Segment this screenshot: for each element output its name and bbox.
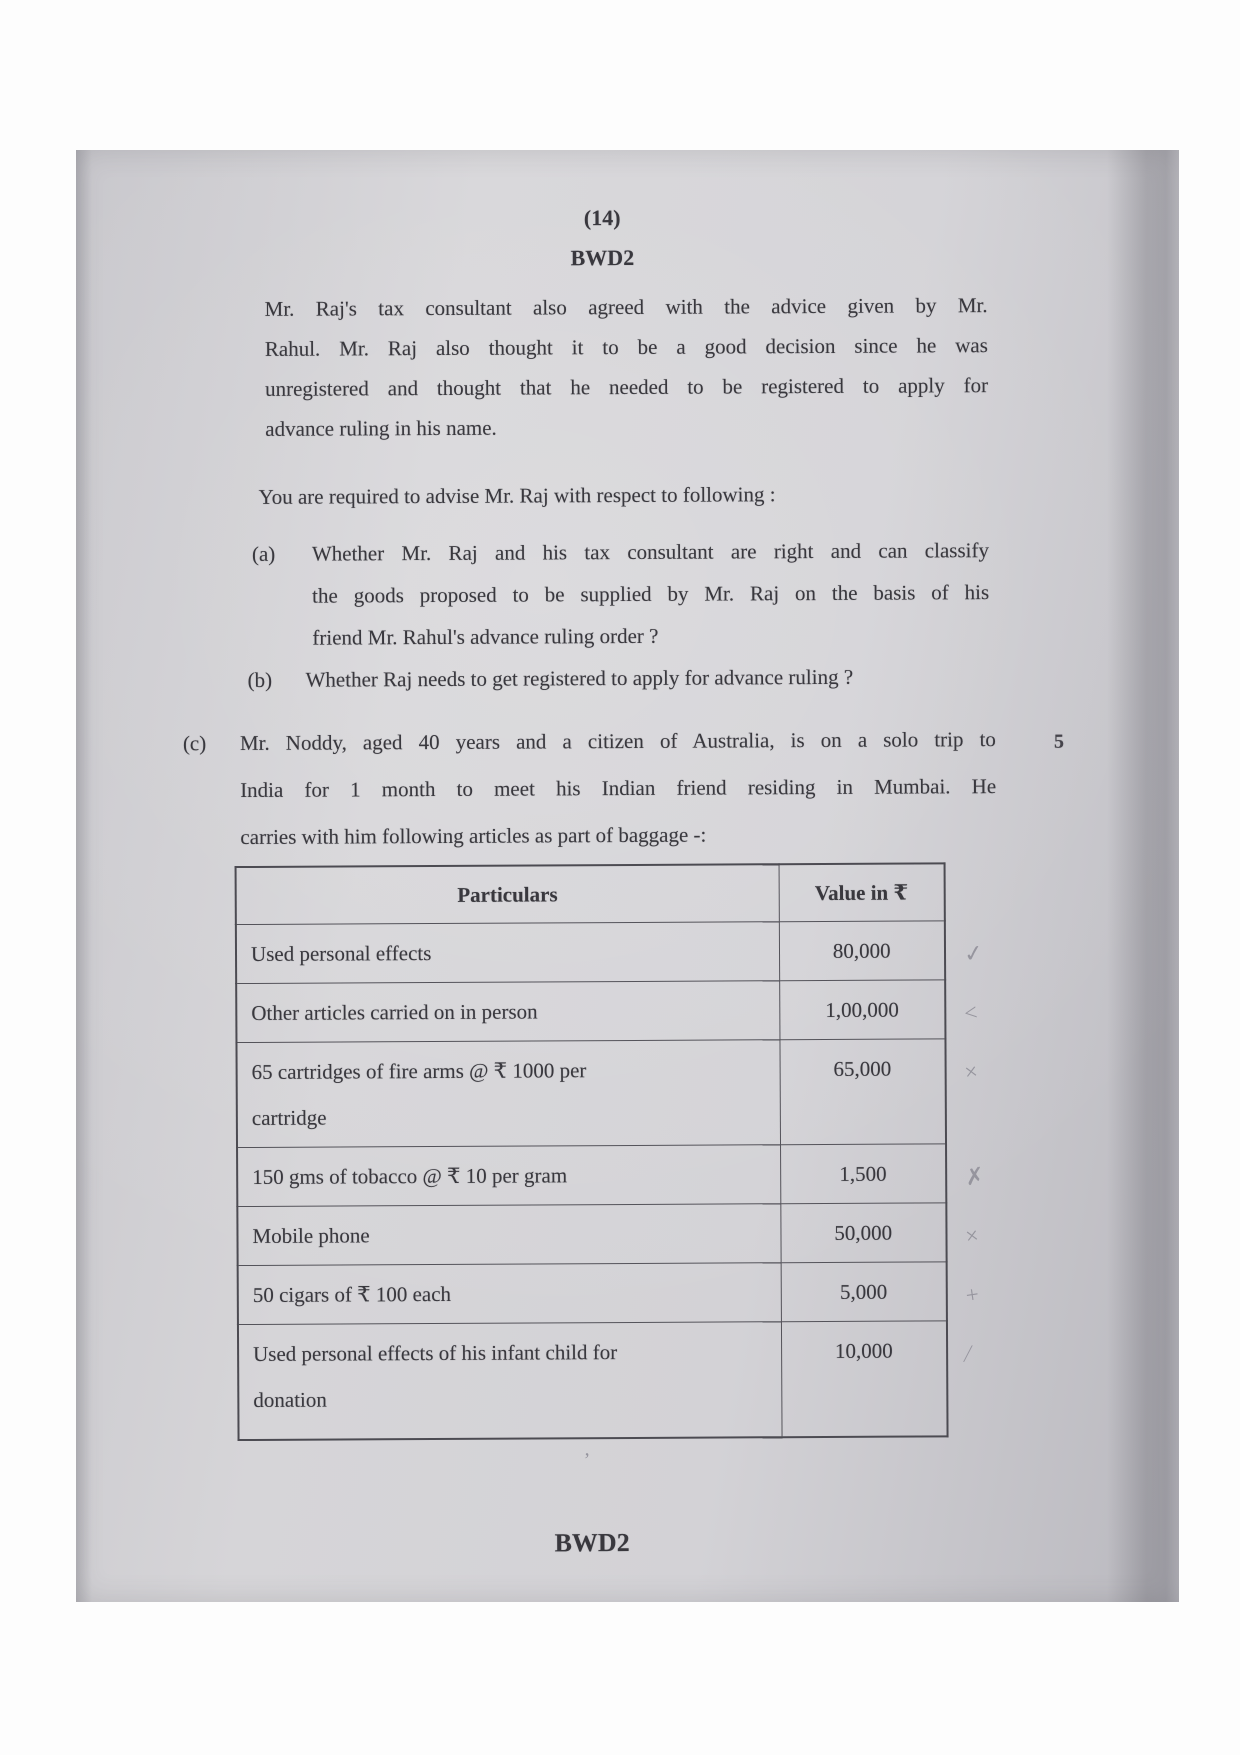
table-header-row bbox=[236, 863, 945, 924]
question-c-text bbox=[240, 716, 997, 861]
pencil-mark: ✗ bbox=[963, 1162, 987, 1191]
footer-code: BWD2 bbox=[554, 1527, 630, 1558]
question-b-line: Whether Raj needs to get registered to apply for advance ruling ? bbox=[305, 664, 854, 692]
question-a-line: the goods proposed to be supplied by Mr. Raj on the basis of his bbox=[312, 580, 990, 608]
table-header-value: Value in ₹ bbox=[779, 863, 945, 921]
value-text: 10,000 bbox=[834, 1338, 893, 1363]
value-text: 65,000 bbox=[833, 1056, 892, 1081]
value-cell bbox=[780, 1203, 981, 1263]
value-cell bbox=[781, 1262, 981, 1322]
intro-line: Rahul. Mr. Raj also thought it to be a good decision since he was bbox=[264, 333, 988, 361]
document-content bbox=[76, 150, 1179, 1602]
value-cell bbox=[781, 1321, 972, 1437]
page-number: (14) bbox=[583, 205, 621, 231]
question-c-line: Mr. Noddy, aged 40 years and a citizen of Australia, is on a solo trip to bbox=[239, 727, 996, 756]
intro-paragraph bbox=[265, 285, 989, 449]
question-c-line: India for 1 month to meet his Indian friend residing in Mumbai. He bbox=[240, 774, 997, 803]
particulars-cell: 150 gms of tobacco @ ₹ 10 per gram bbox=[237, 1145, 780, 1207]
question-a-line: friend Mr. Rahul's advance ruling order ? bbox=[312, 623, 659, 650]
pencil-mark: ✓ bbox=[962, 939, 985, 968]
particulars-cell: Mobile phone bbox=[237, 1204, 780, 1266]
baggage-table-wrap bbox=[235, 862, 987, 1441]
question-c-line: carries with him following articles as part of baggage -: bbox=[240, 822, 707, 850]
value-text: 1,00,000 bbox=[825, 997, 899, 1022]
question-b-text bbox=[305, 655, 1025, 701]
question-a bbox=[252, 529, 990, 659]
paper-photo bbox=[76, 150, 1179, 1602]
question-c bbox=[183, 716, 997, 861]
particulars-cell: Used personal effects bbox=[236, 922, 779, 984]
table-row bbox=[237, 1203, 946, 1266]
particulars-cell: Other articles carried on in person bbox=[236, 981, 779, 1043]
value-text: 80,000 bbox=[832, 938, 891, 963]
intro-line: advance ruling in his name. bbox=[265, 415, 497, 441]
pencil-mark: < bbox=[962, 999, 979, 1027]
value-text: 50,000 bbox=[834, 1220, 893, 1245]
particulars-cell: Used personal effects of his infant child for donation bbox=[238, 1322, 782, 1440]
value-text: 5,000 bbox=[839, 1279, 888, 1304]
value-cell bbox=[779, 1039, 980, 1145]
table-row bbox=[237, 1144, 946, 1207]
question-c-label: (c) bbox=[182, 731, 207, 756]
baggage-table bbox=[235, 862, 987, 1441]
header-code: BWD2 bbox=[570, 244, 635, 271]
table-row bbox=[236, 1039, 946, 1148]
table-row bbox=[236, 921, 945, 984]
question-a-label: (a) bbox=[251, 541, 276, 566]
pencil-mark: × bbox=[962, 1058, 980, 1086]
value-cell bbox=[779, 980, 979, 1040]
table-row bbox=[238, 1262, 947, 1325]
particulars-cell: 65 cartridges of fire arms @ ₹ 1000 per cartridge bbox=[236, 1040, 780, 1148]
question-a-line: Whether Mr. Raj and his tax consultant are right and can classify bbox=[311, 538, 989, 566]
marks-badge: 5 bbox=[1053, 730, 1064, 753]
table-header-particulars: Particulars bbox=[236, 864, 779, 924]
intro-line: unregistered and thought that he needed to be registered to apply for bbox=[264, 373, 989, 401]
pencil-mark: × bbox=[963, 1222, 981, 1250]
value-cell bbox=[779, 921, 985, 981]
question-a-text bbox=[312, 529, 990, 659]
table-row bbox=[236, 980, 945, 1043]
pencil-mark: ∕ bbox=[964, 1341, 972, 1367]
intro-line: Mr. Raj's tax consultant also agreed with the advice given by Mr. bbox=[264, 293, 988, 321]
table-row bbox=[238, 1321, 948, 1440]
question-b bbox=[247, 655, 1025, 701]
stray-pencil-mark: , bbox=[584, 1438, 590, 1461]
question-b-label: (b) bbox=[247, 667, 273, 692]
value-cell bbox=[780, 1144, 987, 1204]
particulars-cell: 50 cigars of ₹ 100 each bbox=[238, 1263, 781, 1325]
value-text: 1,500 bbox=[839, 1161, 887, 1186]
pencil-mark: + bbox=[963, 1281, 981, 1309]
requirement-line: You are required to advise Mr. Raj with respect to following : bbox=[258, 482, 776, 509]
